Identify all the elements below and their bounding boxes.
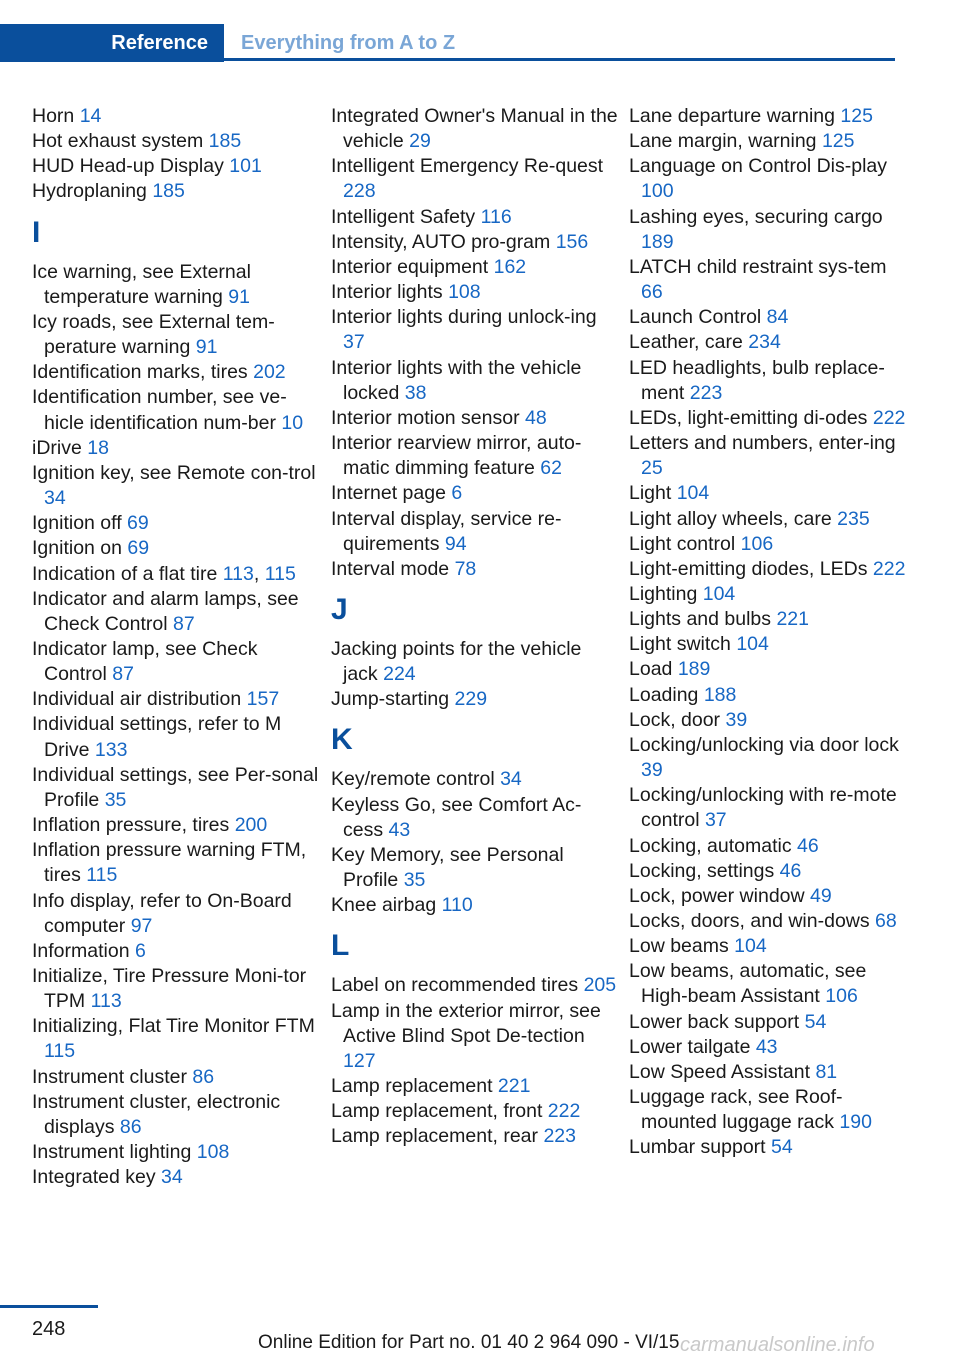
index-entry — [32, 104, 322, 129]
index-entry — [629, 330, 909, 355]
index-entry — [32, 587, 322, 637]
index-entry — [331, 1124, 621, 1149]
page-link[interactable]: 10 — [281, 411, 304, 434]
page-link[interactable]: 188 — [703, 683, 737, 706]
index-entry-text: Interior motion sensor — [331, 406, 526, 429]
index-entry — [331, 230, 621, 255]
page-link[interactable]: 156 — [555, 230, 589, 253]
index-entry-text: Initialize, Tire Pressure Moni‐tor TPM — [32, 965, 307, 1013]
page-link[interactable]: 86 — [192, 1065, 215, 1088]
page-link[interactable]: 116 — [480, 205, 512, 228]
watermark: carmanualsonline.info — [680, 1334, 875, 1356]
page-separator: , — [253, 562, 265, 585]
index-entry — [629, 683, 909, 708]
page-link[interactable]: 104 — [676, 482, 710, 505]
index-letter-heading: K — [331, 723, 353, 757]
index-entry — [629, 1135, 909, 1160]
page-link[interactable]: 115 — [264, 562, 296, 585]
page-link[interactable]: 108 — [196, 1141, 230, 1164]
index-entry — [331, 973, 621, 998]
index-entry — [331, 793, 621, 843]
page-link[interactable]: 104 — [736, 633, 769, 656]
page-link[interactable]: 43 — [755, 1035, 778, 1058]
index-entry-text: Jump-starting — [331, 688, 455, 711]
page-link[interactable]: 35 — [403, 869, 426, 892]
page-link[interactable]: 84 — [766, 306, 789, 329]
index-entry — [32, 536, 322, 561]
index-entry-text: Low beams — [629, 935, 735, 958]
page-link[interactable]: 228 — [343, 180, 376, 203]
index-entry-text: Locking/unlocking via door lock — [629, 733, 899, 756]
index-entry — [32, 1140, 322, 1165]
footer-rule — [0, 1305, 98, 1308]
page-link[interactable]: 94 — [444, 532, 467, 555]
index-entry — [331, 406, 621, 431]
index-entry-text: Internet page — [331, 482, 452, 505]
index-entry-text: Launch Control — [629, 306, 767, 329]
page-link[interactable]: 127 — [343, 1049, 376, 1072]
index-entry-text: Locking, automatic — [629, 834, 798, 857]
page-link[interactable]: 43 — [388, 818, 411, 841]
index-entry-text: Indicator lamp, see Check Control — [32, 637, 258, 686]
page-link[interactable]: 87 — [112, 663, 134, 686]
index-entry — [331, 481, 621, 506]
index-entry — [629, 582, 909, 607]
index-entry — [629, 783, 909, 833]
index-entry — [629, 1010, 909, 1035]
page-link[interactable]: 68 — [875, 910, 897, 932]
index-entry — [629, 859, 909, 884]
index-entry — [32, 461, 322, 511]
page-link[interactable]: 39 — [725, 708, 748, 731]
index-entry — [32, 129, 322, 154]
page-link[interactable]: 87 — [172, 612, 195, 635]
index-column-2 — [331, 104, 621, 1149]
index-entry — [331, 999, 621, 1074]
page-link[interactable]: 34 — [500, 768, 522, 791]
index-entry-text: Leather, care — [629, 331, 749, 354]
index-entry-text: Interior lights with the vehicle locked — [331, 356, 582, 404]
index-entry-text: Interior rearview mirror, auto‐matic dimming feature — [331, 432, 582, 480]
page-link[interactable]: 189 — [641, 230, 674, 253]
index-entry — [32, 1090, 322, 1140]
index-entry — [32, 889, 322, 939]
page-link[interactable]: 54 — [804, 1010, 827, 1033]
page-link[interactable]: 101 — [229, 155, 262, 178]
page-link[interactable]: 91 — [195, 336, 218, 359]
index-entry-text: Intelligent Safety — [331, 205, 481, 228]
page-link[interactable]: 106 — [825, 985, 858, 1008]
index-entry-text: Lights and bulbs — [629, 608, 777, 631]
page-link[interactable]: 18 — [87, 436, 109, 459]
page-link[interactable]: 235 — [837, 507, 870, 530]
index-entry — [629, 959, 909, 1009]
index-entry — [629, 532, 909, 557]
page-link[interactable]: 91 — [228, 285, 250, 308]
index-entry-text: Lower back support — [629, 1010, 805, 1033]
index-entry-text: Light control — [629, 532, 741, 555]
index-entry-text: Lock, door — [629, 708, 726, 731]
index-entry — [331, 154, 621, 204]
index-entry — [32, 712, 322, 762]
page-link[interactable]: 97 — [130, 914, 153, 937]
index-entry-text: Information — [32, 939, 135, 962]
page-link[interactable]: 69 — [127, 537, 150, 560]
index-entry — [629, 129, 909, 154]
index-entry — [331, 767, 621, 792]
page-link[interactable]: 81 — [815, 1060, 838, 1083]
index-entry-text: Indication of a flat tire — [32, 562, 223, 585]
index-entry-text: Locks, doors, and win‐dows — [629, 910, 876, 932]
index-entry — [629, 507, 909, 532]
index-entry-text: Letters and numbers, enter‐ing — [629, 432, 896, 455]
index-entry-text: Intensity, AUTO pro‐gram — [331, 230, 556, 253]
index-entry — [629, 481, 909, 506]
index-entry-text: Key/remote control — [331, 768, 501, 791]
index-entry — [331, 557, 621, 582]
page-link[interactable]: 37 — [704, 809, 727, 832]
page-link[interactable]: 62 — [540, 457, 562, 480]
index-entry — [629, 909, 909, 934]
page-link[interactable]: 190 — [839, 1111, 872, 1134]
page-link[interactable]: 6 — [451, 482, 463, 505]
index-entry — [331, 431, 621, 481]
page-link[interactable]: 222 — [872, 406, 906, 429]
index-entry-text: Icy roads, see External tem‐perature warning — [32, 310, 275, 359]
index-column-3 — [629, 104, 909, 1161]
page-link[interactable]: 34 — [44, 487, 66, 510]
index-entry — [331, 104, 621, 154]
section-tab[interactable]: Reference — [0, 24, 224, 62]
page-link[interactable]: 223 — [689, 381, 723, 404]
index-entry — [331, 280, 621, 305]
page-link[interactable]: 229 — [454, 688, 488, 711]
page-link[interactable]: 222 — [872, 557, 906, 580]
page-link[interactable]: 108 — [448, 281, 481, 304]
index-entry — [32, 360, 322, 385]
index-entry — [32, 436, 322, 461]
page-link[interactable]: 113 — [90, 990, 122, 1013]
index-entry-text: Identification number, see ve‐hicle identification num‐ber — [32, 386, 287, 434]
page-link[interactable]: 78 — [454, 557, 477, 580]
index-entry-text: Inflation pressure, tires — [32, 814, 235, 837]
index-entry-text: Language on Control Dis‐play — [629, 155, 887, 178]
index-entry — [629, 305, 909, 330]
index-entry-text: Ignition off — [32, 512, 128, 535]
index-entry — [331, 637, 621, 687]
edition-note: Online Edition for Part no. 01 40 2 964 090 - VI/15 — [258, 1332, 680, 1353]
index-entry — [32, 637, 322, 687]
index-entry — [331, 1099, 621, 1124]
index-entry — [331, 1074, 621, 1099]
index-entry-text: Interior lights — [331, 281, 449, 304]
index-entry-text: Lock, power window — [629, 884, 811, 907]
index-letter-heading: J — [331, 592, 348, 626]
index-entry-text: Light — [629, 482, 677, 505]
index-entry-text: Instrument cluster, electronic displays — [32, 1090, 281, 1138]
index-entry-text: Light-emitting diodes, LEDs — [629, 557, 873, 580]
index-entry — [331, 893, 621, 918]
index-entry — [32, 964, 322, 1014]
index-entry — [32, 1014, 322, 1064]
index-entry-text: Lamp replacement — [331, 1075, 498, 1097]
index-entry — [629, 356, 909, 406]
index-entry-text: Indicator and alarm lamps, see Check Control — [32, 587, 299, 635]
index-entry — [629, 1035, 909, 1060]
index-entry — [629, 406, 909, 431]
index-entry-text: Identification marks, tires — [32, 361, 254, 384]
index-entry-text: Ice warning, see External temperature warning — [32, 260, 251, 308]
page-link[interactable]: 222 — [547, 1100, 581, 1123]
index-entry — [629, 104, 909, 129]
page-link[interactable]: 86 — [119, 1115, 142, 1138]
page-link[interactable]: 162 — [493, 255, 527, 278]
page-link[interactable]: 54 — [771, 1136, 793, 1159]
page-link[interactable]: 115 — [86, 864, 118, 887]
index-entry-text: Integrated key — [32, 1166, 161, 1189]
page-link[interactable]: 223 — [543, 1125, 576, 1148]
index-entry — [331, 507, 621, 557]
index-entry — [32, 838, 322, 888]
index-entry — [32, 260, 322, 310]
index-entry — [32, 179, 322, 204]
index-entry — [629, 1060, 909, 1085]
page-link[interactable]: 104 — [734, 935, 767, 958]
index-entry — [331, 305, 621, 355]
page-link[interactable]: 200 — [234, 814, 268, 837]
index-entry-text: Lower tailgate — [629, 1035, 756, 1058]
page-link[interactable]: 6 — [134, 939, 146, 962]
index-entry — [629, 255, 909, 305]
index-entry-text: Locking/unlocking with re‐mote control — [629, 784, 897, 832]
header-rule — [224, 58, 895, 61]
page-link[interactable]: 46 — [797, 834, 819, 857]
index-entry — [32, 763, 322, 813]
page-link[interactable]: 224 — [383, 663, 416, 686]
index-entry-text: Individual settings, see Per‐sonal Profile — [32, 763, 319, 811]
index-entry-text: Load — [629, 658, 678, 681]
page-link[interactable]: 113 — [222, 562, 254, 585]
page-link[interactable]: 100 — [641, 180, 674, 203]
index-entry — [629, 154, 909, 204]
page-number: 248 — [32, 1318, 66, 1340]
index-entry — [629, 632, 909, 657]
page-link[interactable]: 14 — [79, 105, 102, 127]
index-entry — [32, 813, 322, 838]
page-link[interactable]: 157 — [246, 688, 280, 711]
page-link[interactable]: 234 — [748, 331, 781, 354]
page-link[interactable]: 125 — [840, 105, 873, 127]
index-entry — [32, 385, 322, 435]
page-link[interactable]: 202 — [253, 361, 286, 384]
index-entry — [331, 843, 621, 893]
index-entry — [629, 708, 909, 733]
index-entry — [32, 939, 322, 964]
page-link[interactable]: 185 — [208, 130, 242, 153]
index-letter-heading: L — [331, 929, 350, 963]
index-entry-text: Intelligent Emergency Re‐quest — [331, 155, 604, 178]
index-entry-text: Lashing eyes, securing cargo — [629, 205, 883, 228]
index-entry-text: Initializing, Flat Tire Monitor FTM — [32, 1015, 315, 1038]
index-entry-text: Lighting — [629, 582, 703, 605]
index-entry-text: Lane margin, warning — [629, 130, 822, 153]
section-subtitle[interactable]: Everything from A to Z — [241, 32, 456, 54]
index-entry — [32, 1065, 322, 1090]
page-link[interactable]: 185 — [152, 180, 185, 203]
index-entry — [629, 834, 909, 859]
page-link[interactable]: 66 — [641, 281, 663, 304]
index-entry — [331, 356, 621, 406]
page-link[interactable]: 104 — [702, 582, 736, 605]
index-entry-text: Lumbar support — [629, 1136, 771, 1159]
index-entry — [32, 511, 322, 536]
index-entry-text: Loading — [629, 683, 704, 706]
index-entry-text: Jacking points for the vehicle jack — [331, 637, 582, 686]
page-header — [0, 24, 895, 62]
index-entry — [32, 1165, 322, 1190]
index-entry-text: Light alloy wheels, care — [629, 507, 838, 530]
index-entry-text: Interior equipment — [331, 255, 494, 278]
index-entry-text: Ignition key, see Remote con‐trol — [32, 461, 316, 484]
index-entry-text: Lamp in the exterior mirror, see Active Blind Spot De‐tection — [331, 999, 601, 1047]
index-entry-text: Individual settings, refer to M Drive — [32, 713, 282, 761]
page-link[interactable]: 29 — [409, 130, 431, 153]
index-entry-text: Hydroplaning — [32, 180, 153, 203]
index-entry-text: Interval mode — [331, 557, 455, 580]
index-entry — [32, 310, 322, 360]
page-link[interactable]: 125 — [821, 130, 855, 153]
index-entry-text: Horn — [32, 105, 80, 127]
page-link[interactable]: 69 — [127, 512, 149, 535]
index-letter-heading: I — [32, 215, 41, 249]
index-entry-text: Hot exhaust system — [32, 130, 209, 153]
page-link[interactable]: 38 — [404, 381, 427, 404]
index-entry — [32, 154, 322, 179]
page-link[interactable]: 35 — [104, 788, 127, 811]
page-link[interactable]: 39 — [641, 759, 663, 782]
index-entry-text: Lane departure warning — [629, 105, 841, 127]
index-entry — [629, 1085, 909, 1135]
index-entry-text: Key Memory, see Personal Profile — [331, 843, 564, 892]
page-link[interactable]: 133 — [94, 738, 128, 761]
page-link[interactable]: 221 — [497, 1075, 531, 1097]
index-entry — [32, 562, 322, 587]
index-entry — [629, 607, 909, 632]
page-link[interactable]: 221 — [776, 608, 809, 631]
page-link[interactable]: 106 — [740, 532, 774, 555]
page-link[interactable]: 25 — [641, 457, 663, 480]
index-entry — [629, 934, 909, 959]
page-link[interactable]: 37 — [343, 331, 365, 354]
page-link[interactable]: 115 — [44, 1040, 76, 1063]
index-entry-text: LATCH child restraint sys‐tem — [629, 255, 887, 278]
index-entry-text: Interior lights during unlock‐ing — [331, 306, 597, 329]
index-entry-text: Locking, settings — [629, 859, 780, 882]
index-entry-text: Instrument cluster — [32, 1065, 193, 1088]
index-entry-text: Ignition on — [32, 537, 128, 560]
index-entry — [331, 205, 621, 230]
index-entry-text: Instrument lighting — [32, 1141, 197, 1164]
index-entry — [629, 884, 909, 909]
index-entry-text: iDrive — [32, 436, 88, 459]
page-link[interactable]: 34 — [161, 1166, 183, 1189]
page-link[interactable]: 189 — [677, 658, 711, 681]
page-link[interactable]: 205 — [583, 974, 617, 997]
index-entry — [331, 687, 621, 712]
index-entry-text: Integrated Owner's Manual in the vehicle — [331, 105, 618, 153]
page-link[interactable]: 110 — [441, 894, 473, 917]
index-entry-text: Keyless Go, see Comfort Ac‐cess — [331, 793, 582, 841]
index-entry — [32, 687, 322, 712]
index-entry — [629, 657, 909, 682]
index-entry-text: Low beams, automatic, see High-beam Assistant — [629, 960, 867, 1008]
index-entry-text: Info display, refer to On-Board computer — [32, 889, 292, 937]
index-entry-text: Light switch — [629, 633, 737, 656]
index-entry-text: Individual air distribution — [32, 688, 247, 711]
index-entry — [629, 733, 909, 783]
page-link[interactable]: 48 — [525, 406, 547, 429]
index-entry-text: Inflation pressure warning FTM, tires — [32, 839, 307, 887]
index-entry-text: Luggage rack, see Roof-mounted luggage rack — [629, 1086, 843, 1134]
index-entry — [629, 557, 909, 582]
index-entry-text: Knee airbag — [331, 894, 442, 917]
index-entry — [629, 431, 909, 481]
index-entry-text: LEDs, light-emitting di‐odes — [629, 406, 873, 429]
index-entry-text: Lamp replacement, front — [331, 1100, 548, 1123]
index-entry — [331, 255, 621, 280]
index-entry-text: Interval display, service re‐quirements — [331, 507, 562, 555]
page-link[interactable]: 49 — [810, 884, 832, 907]
index-entry — [629, 205, 909, 255]
index-entry-text: Low Speed Assistant — [629, 1060, 816, 1083]
index-entry-text: Lamp replacement, rear — [331, 1125, 544, 1148]
index-entry-text: HUD Head-up Display — [32, 155, 230, 178]
index-entry-text: Label on recommended tires — [331, 974, 584, 997]
page-link[interactable]: 46 — [779, 859, 802, 882]
index-column-1 — [32, 104, 322, 1190]
index-entry-text: LED headlights, bulb replace‐ment — [629, 356, 885, 404]
